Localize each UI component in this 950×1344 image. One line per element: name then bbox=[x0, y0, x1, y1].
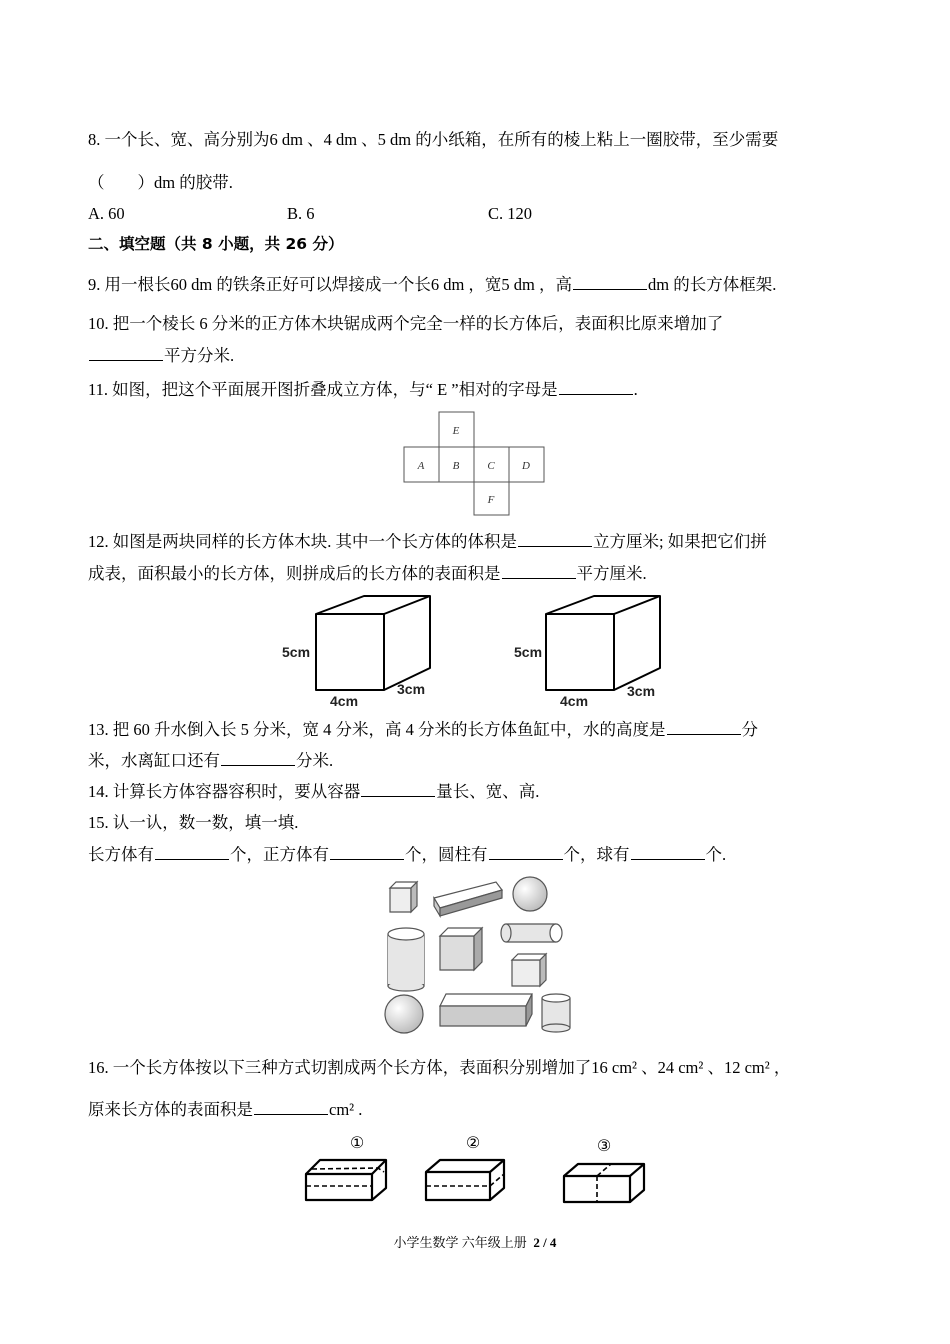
q15-text-2: 个，正方体有 bbox=[230, 845, 329, 864]
q8-line1: 8. 一个长、宽、高分别为6 dm 、4 dm 、5 dm 的小纸箱，在所有的棱上粘上一圈胶带，至少需要 bbox=[88, 130, 779, 149]
q9-blank[interactable] bbox=[573, 273, 647, 290]
q13-blank-1[interactable] bbox=[667, 718, 741, 735]
q14 bbox=[88, 780, 539, 803]
q15-text-1: 长方体有 bbox=[88, 845, 154, 864]
section-heading: 二、填空题（共 8 小题，共 26 分） bbox=[88, 235, 344, 253]
q12-text-d: 平方厘米. bbox=[576, 564, 647, 583]
sphere-1 bbox=[513, 877, 547, 911]
cylinder-tall bbox=[388, 928, 424, 991]
q9-text-end: dm 的长方体框架. bbox=[648, 275, 777, 294]
q15-line2 bbox=[88, 843, 726, 866]
q16-text-a: 原来长方体的表面积是 bbox=[88, 1100, 253, 1119]
q15-blank-sphere[interactable] bbox=[631, 843, 705, 860]
net-cell-top: E bbox=[452, 425, 460, 437]
q8-option-c: C. 120 bbox=[488, 204, 533, 223]
q12-text-c: 成表，面积最小的长方体，则拼成后的长方体的表面积是 bbox=[88, 564, 501, 583]
label-length-right: 4cm bbox=[560, 693, 589, 709]
sphere-2 bbox=[385, 995, 423, 1033]
cube-medium bbox=[440, 928, 482, 970]
q16-line1: 16. 一个长方体按以下三种方式切割成两个长方体，表面积分别增加了16 cm² 、24 cm² 、12 cm² ， bbox=[88, 1058, 791, 1077]
footer-title: 小学生数学 六年级上册 bbox=[393, 1235, 527, 1250]
cuboid-flat-2 bbox=[440, 994, 532, 1026]
net-cell-bottom: F bbox=[487, 494, 495, 506]
q15-blank-cylinder[interactable] bbox=[489, 843, 563, 860]
q8-option-a: A. 60 bbox=[88, 204, 125, 223]
solids-figure bbox=[378, 874, 578, 1036]
q13-text-a: 13. 把 60 升水倒入长 5 分米，宽 4 分米，高 4 分米的长方体鱼缸中，水的高度是 bbox=[88, 720, 666, 739]
q8-line2: （ ）dm 的胶带. bbox=[88, 173, 233, 192]
q12-text-a: 12. 如图是两块同样的长方体木块. 其中一个长方体的体积是 bbox=[88, 532, 517, 551]
q15-text-4: 个，球有 bbox=[563, 845, 630, 864]
q10-blank[interactable] bbox=[89, 344, 163, 361]
q11-text-end: . bbox=[633, 380, 638, 399]
q15-blank-cube[interactable] bbox=[330, 843, 404, 860]
cylinder-small bbox=[542, 994, 570, 1032]
q13-blank-2[interactable] bbox=[221, 749, 295, 766]
cuboid-figure-left bbox=[280, 590, 480, 712]
q11-blank[interactable] bbox=[559, 378, 633, 395]
cuboid-flat-1 bbox=[434, 882, 502, 916]
mark-1: ① bbox=[349, 1135, 365, 1152]
q12-line1 bbox=[88, 530, 767, 553]
cut-cuboid-1 bbox=[306, 1160, 386, 1200]
label-width-right: 3cm bbox=[627, 683, 656, 699]
q10-line1: 10. 把一个棱长 6 分米的正方体木块锯成两个完全一样的长方体后，表面积比原来增加了 bbox=[88, 314, 724, 333]
cube-small-1 bbox=[390, 882, 417, 912]
q12-blank-1[interactable] bbox=[518, 530, 592, 547]
net-cell-b: B bbox=[452, 460, 460, 472]
q16-text-b: cm² . bbox=[329, 1100, 363, 1119]
q15-blank-cuboid[interactable] bbox=[155, 843, 229, 860]
q8-option-b: B. 6 bbox=[287, 204, 315, 223]
cube-net-figure bbox=[402, 410, 550, 516]
q14-blank[interactable] bbox=[361, 780, 435, 797]
q15-text-5: 个. bbox=[705, 845, 727, 864]
net-cell-d: D bbox=[522, 460, 530, 472]
label-height-right: 5cm bbox=[514, 644, 543, 660]
q13-text-b: 分 bbox=[741, 720, 758, 739]
q13-text-c: 米，水离缸口还有 bbox=[88, 751, 220, 770]
q10-text-end: 平方分米. bbox=[164, 346, 235, 365]
q9 bbox=[88, 273, 776, 296]
net-cell-c: C bbox=[487, 460, 495, 472]
q11 bbox=[88, 378, 638, 401]
cut-cuboids-figure bbox=[300, 1128, 660, 1210]
mark-3: ③ bbox=[596, 1138, 612, 1155]
q13-line1 bbox=[88, 718, 758, 741]
label-length-left: 4cm bbox=[330, 693, 359, 709]
q13-line2 bbox=[88, 749, 333, 772]
q11-text: 11. 如图，把这个平面展开图折叠成立方体，与“ E ”相对的字母是 bbox=[88, 380, 558, 399]
label-height-left: 5cm bbox=[282, 644, 311, 660]
cuboid-figure-right bbox=[510, 590, 710, 712]
net-cell-a: A bbox=[417, 460, 425, 472]
mark-2: ② bbox=[465, 1135, 481, 1152]
q12-blank-2[interactable] bbox=[502, 562, 576, 579]
cut-cuboid-2 bbox=[426, 1160, 504, 1200]
q14-text: 14. 计算长方体容器容积时，要从容器 bbox=[88, 782, 361, 801]
q16-line2 bbox=[88, 1098, 362, 1121]
q13-text-d: 分米. bbox=[296, 751, 334, 770]
cube-small-2 bbox=[512, 954, 546, 986]
q9-text: 9. 用一根长60 dm 的铁条正好可以焊接成一个长6 dm ，宽5 dm ，高 bbox=[88, 275, 573, 294]
q10-line2 bbox=[88, 344, 234, 367]
cut-cuboid-3 bbox=[564, 1164, 644, 1202]
q16-blank[interactable] bbox=[254, 1098, 328, 1115]
page-number: 2 / 4 bbox=[533, 1235, 557, 1250]
q14-text-end: 量长、宽、高. bbox=[436, 782, 540, 801]
cylinder-lying bbox=[501, 924, 562, 942]
q15-line1: 15. 认一认，数一数，填一填. bbox=[88, 813, 299, 832]
page-footer bbox=[0, 1232, 950, 1251]
q12-text-b: 立方厘米; 如果把它们拼 bbox=[593, 532, 767, 551]
label-width-left: 3cm bbox=[397, 681, 426, 697]
q15-text-3: 个，圆柱有 bbox=[405, 845, 488, 864]
q12-line2 bbox=[88, 562, 647, 585]
